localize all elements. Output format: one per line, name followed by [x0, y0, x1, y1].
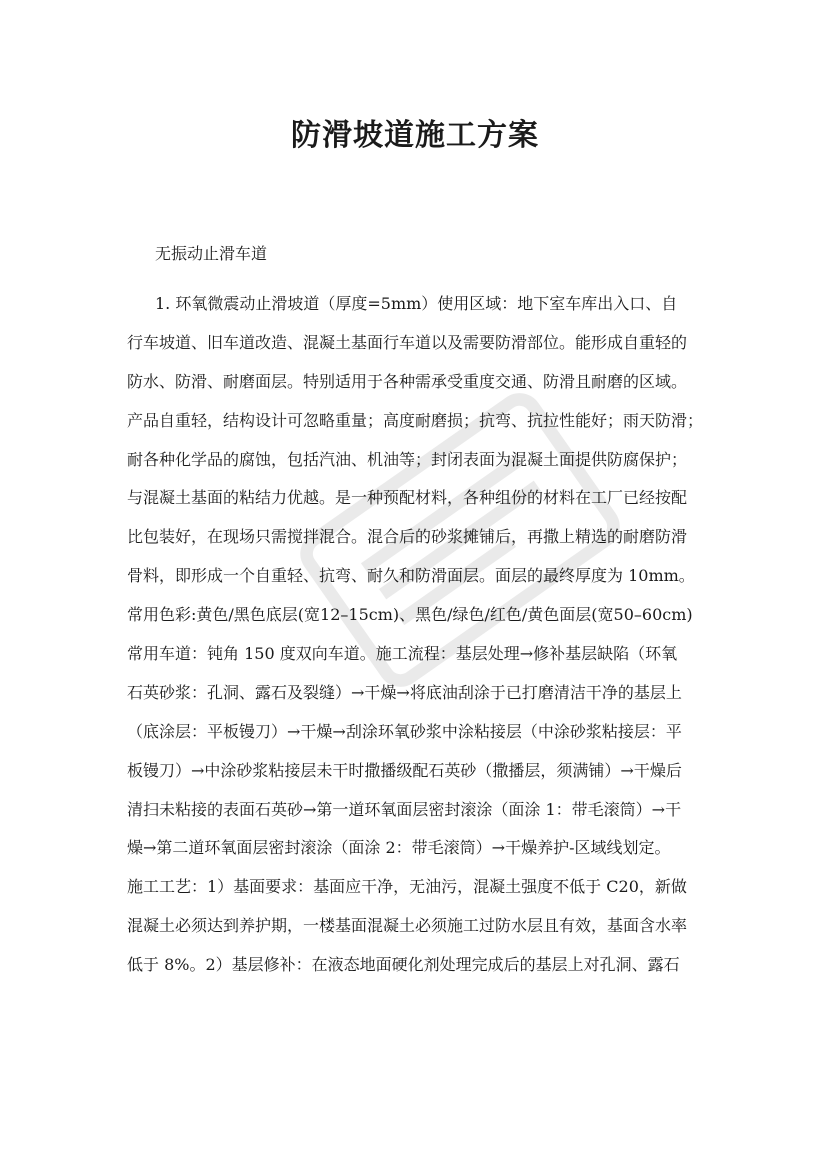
paragraph-line: 1. 环氧微震动止滑坡道（厚度=5mm）使用区域：地下室车库出入口、自: [155, 294, 678, 313]
paragraph-line: 比包装好，在现场只需搅拌混合。混合后的砂浆摊铺后，再撒上精选的耐磨防滑: [127, 527, 688, 547]
paragraph-line: 行车坡道、旧车道改造、混凝土基面行车道以及需要防滑部位。能形成自重轻的: [127, 332, 688, 352]
page-title: 防滑坡道施工方案: [291, 118, 539, 153]
paragraph-line: 燥→第二道环氧面层密封滚涂（面涂 2：带毛滚筒）→干燥养护-区域线划定。: [127, 838, 671, 858]
paragraph-line: 常用车道：钝角 150 度双向车道。施工流程：基层处理→修补基层缺陷（环氧: [127, 644, 678, 664]
paragraph-line: 混凝土必须达到养护期，一楼基面混凝土必须施工过防水层且有效，基面含水率: [127, 916, 688, 936]
paragraph-line: （底涂层：平板镘刀）→干燥→刮涂环氧砂浆中涂粘接层（中涂砂浆粘接层：平: [127, 721, 682, 741]
paragraph-line: 骨料，即形成一个自重轻、抗弯、耐久和防滑面层。面层的最终厚度为 10mm。: [127, 566, 695, 586]
paragraph-line: 与混凝土基面的粘结力优越。是一种预配材料，各种组份的材料在工厂已经按配: [127, 488, 688, 508]
paragraph-line: 产品自重轻，结构设计可忽略重量；高度耐磨损；抗弯、抗拉性能好；雨天防滑；: [127, 410, 704, 430]
paragraph-line: 板镘刀）→中涂砂浆粘接层未干时撒播级配石英砂（撒播层，须满铺）→干燥后: [127, 760, 682, 780]
paragraph-line: 石英砂浆：孔洞、露石及裂缝）→干燥→将底油刮涂于已打磨清洁干净的基层上: [127, 682, 682, 702]
paragraph-line: 防水、防滑、耐磨面层。特别适用于各种需承受重度交通、防滑且耐磨的区域。: [127, 371, 688, 391]
paragraph-line: 清扫未粘接的表面石英砂→第一道环氧面层密封滚涂（面涂 1：带毛滚筒）→干: [127, 799, 682, 819]
paragraph-line: 耐各种化学品的腐蚀，包括汽油、机油等；封闭表面为混凝土面提供防腐保护；: [127, 449, 688, 469]
paragraph-line: 施工工艺：1）基面要求：基面应干净，无油污，混凝土强度不低于 C20，新做: [127, 877, 687, 897]
paragraph-line: 低于 8%。2）基层修补：在液态地面硬化剂处理完成后的基层上对孔洞、露石: [127, 955, 680, 975]
section-subtitle: 无振动止滑车道: [155, 244, 268, 263]
paragraph-line: 常用色彩:黄色/黑色底层(宽12–15cm)、黑色/绿色/红色/黄色面层(宽50–60cm): [127, 605, 693, 625]
body-text: [127, 285, 717, 985]
